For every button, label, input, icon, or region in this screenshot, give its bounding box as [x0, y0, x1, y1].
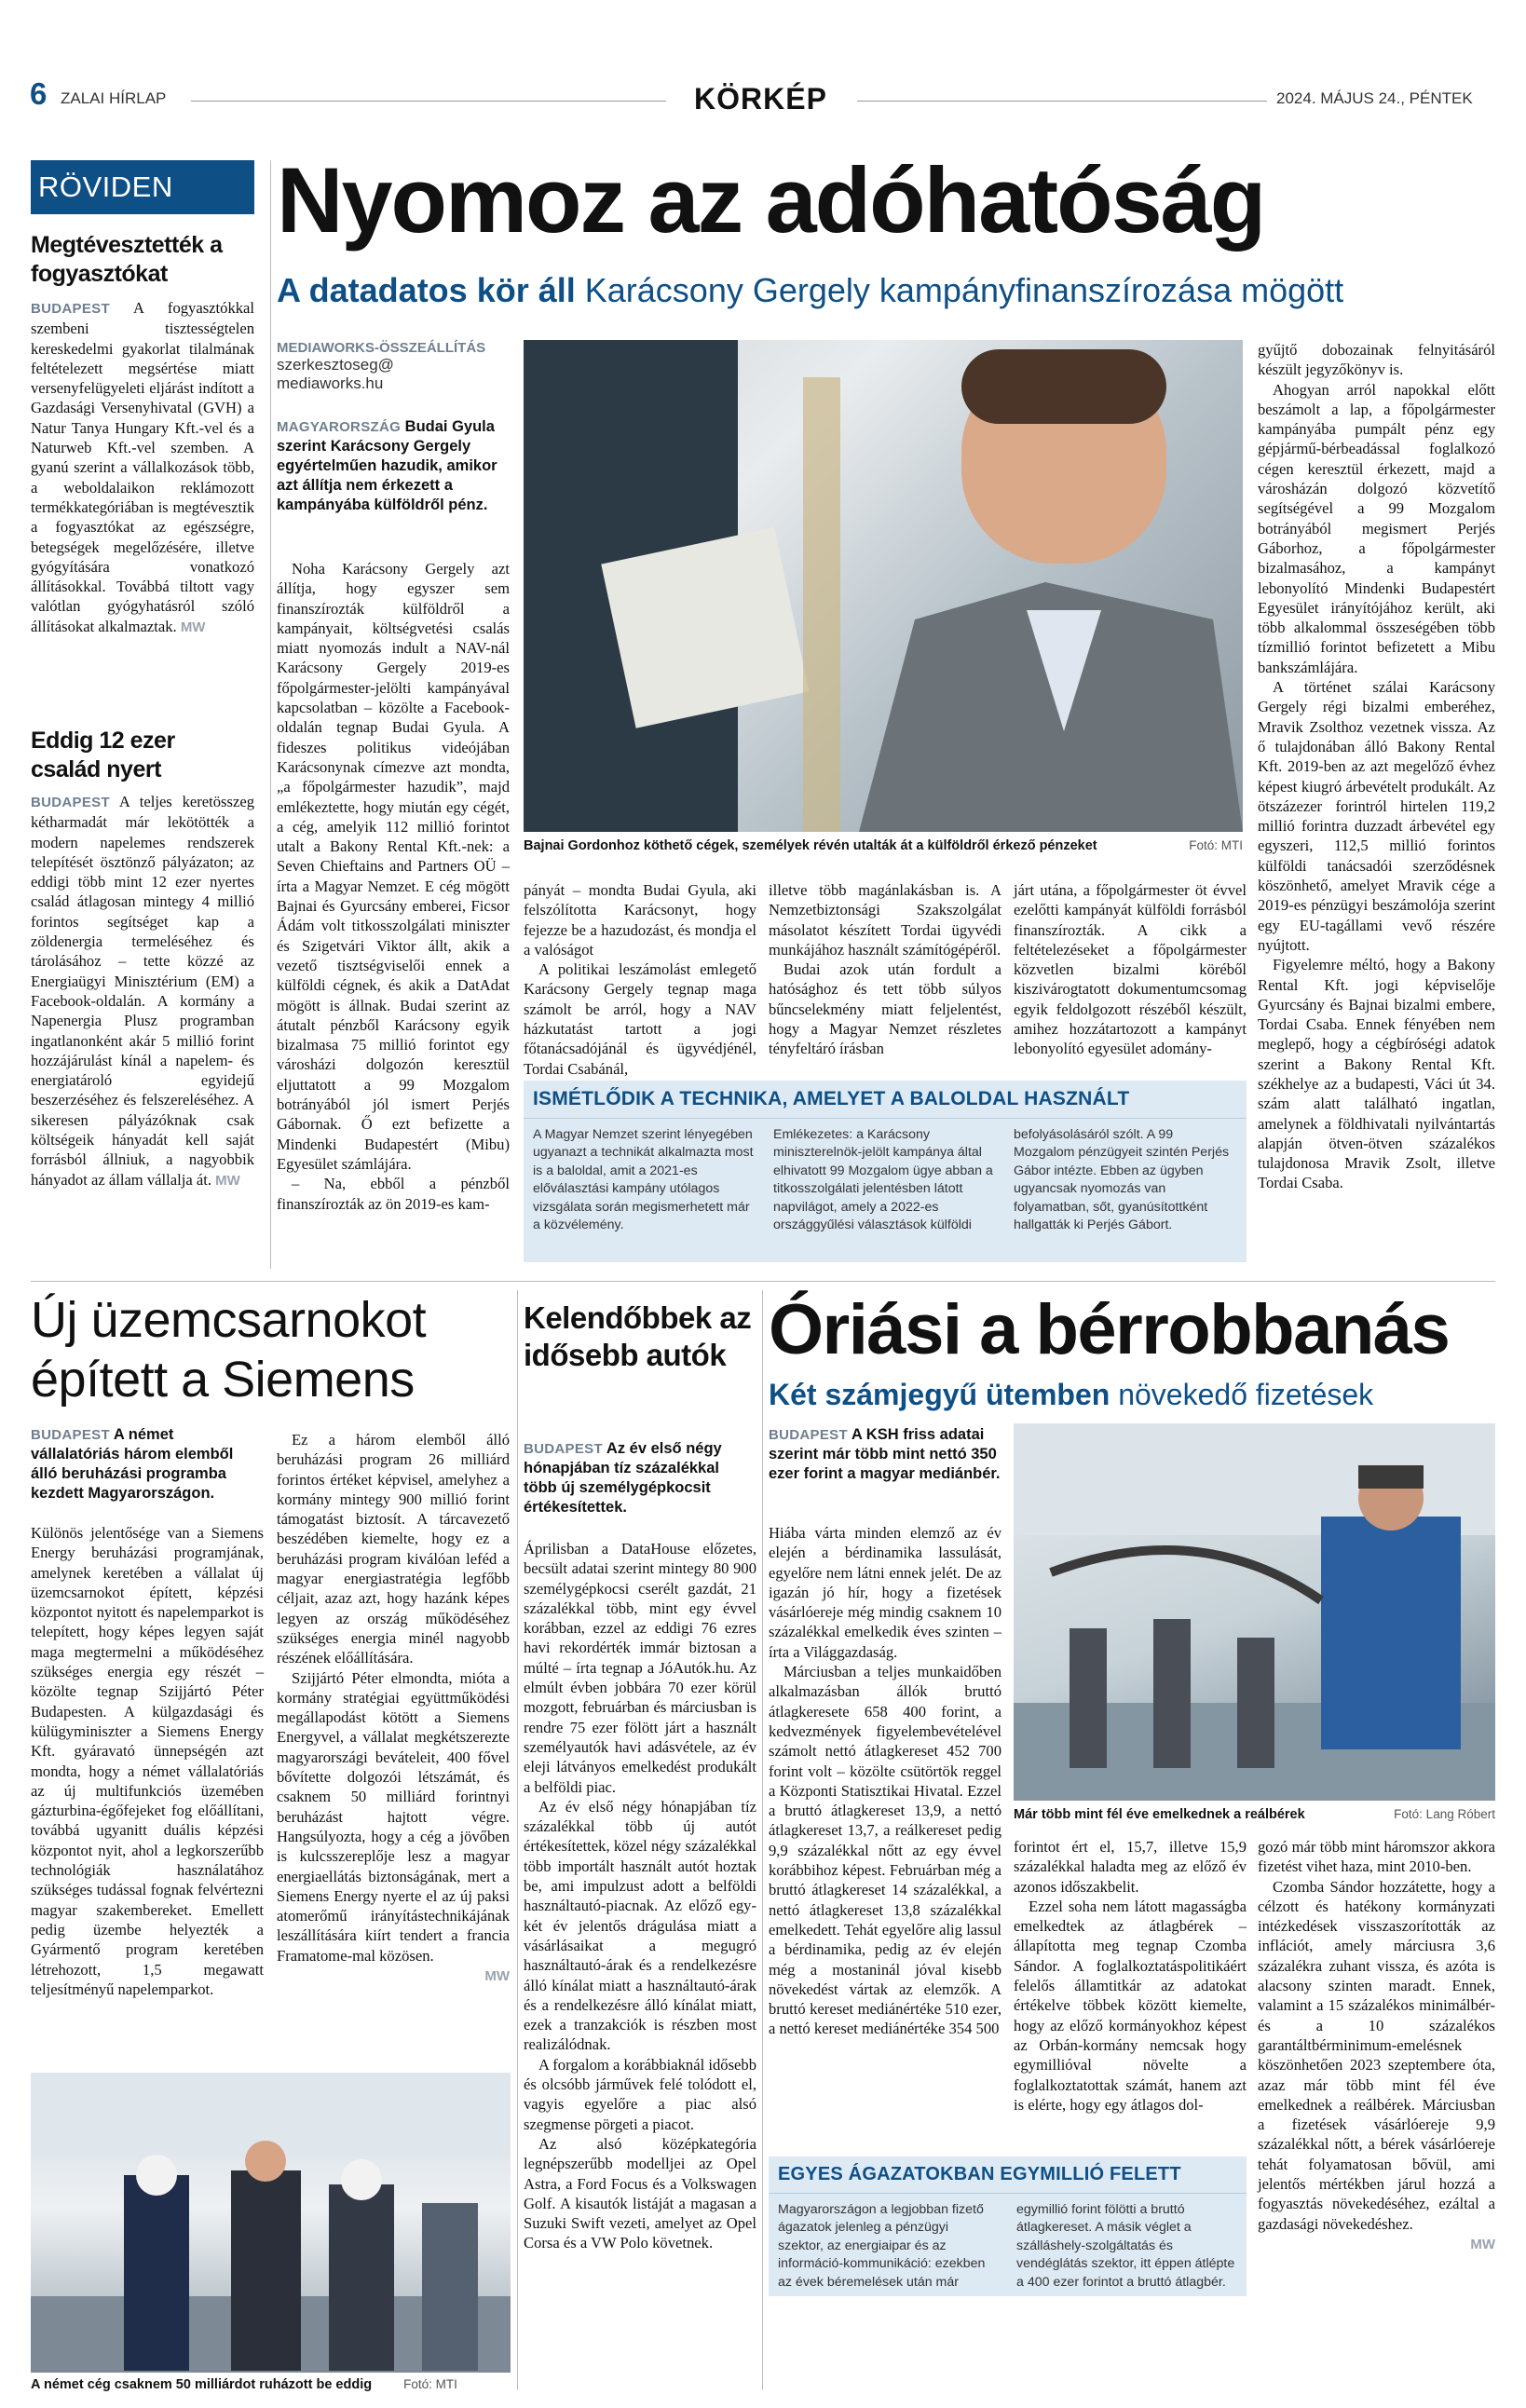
sectors-box-title: EGYES ÁGAZATOKBAN EGYMILLIÓ FELETT: [769, 2156, 1247, 2194]
siemens-col-2-p2: Szijjártó Péter elmondta, mióta a kormány stratégiai együttműködési megállapodást kötött a Siemens Energyvel, a vállalat megkétszerezte magyarországi beváteleit, 400 fővel bővítette dolgozói létszámát, és csaknem 50 milliárd forintnyi beruházást hajtott végre. Hangsúlyozta, hogy a cég a jövőben is kulcsszereplője lesz a magyar energiaellátás biztonságának, mert a Siemens Energy nyerte el az új paksi atomerőmű irányítástechnikájának leszállítására kiírt tendert a francia Framatome-mal közösen.: [277, 1668, 510, 1965]
siemens-lead: [31, 1425, 264, 1503]
wages-subtitle-rest: növekedő fizetések: [1118, 1378, 1374, 1411]
technique-box-body: [524, 1119, 1247, 1257]
wages-photo-credit: Fotó: Lang Róbert: [1394, 1807, 1495, 1821]
wages-col-1-p1: Hiába várta minden elemző az év elején a bérdinamika lassulását, egyelőre nem látni ennek jelét. De az igazán jó hír, hogy a fizetések vásárlóereje még mindig csaknem 10 százalékkal emelkedik éves szinten – írta a Világgazdaság.: [769, 1524, 1001, 1661]
main-col-1: [277, 559, 510, 1214]
siemens-headline-line1: Új üzemcsarnokot: [31, 1292, 427, 1348]
main-col-5-p4: Figyelemre méltó, hogy a Bakony Rental Kft. jogi képviselője Gyurcsány és Bajnai bizalmi embere, Tordai Csaba. Ennek fényében nem meglepő, hogy a cégbíróségi adatok szerint a Bakony Rental Kft. székhelye az a budapesti, Váci út 34. szám alatt található ingatlan, amelynek a földhivatali nyilvántartás alapján ötven-ötven százalékos tulajdonosa Mravik Zsolt, illetve Tordai Csaba.: [1258, 956, 1495, 1192]
main-lead: [277, 417, 510, 515]
siemens-photo: [31, 2073, 511, 2373]
byline: [277, 340, 510, 393]
technique-box-title: ISMÉTLŐDIK A TECHNIKA, AMELYET A BALOLDAL HASZNÁLT: [524, 1081, 1247, 1119]
technique-box: [524, 1081, 1247, 1262]
main-subtitle: [277, 270, 1343, 311]
sidebar-item1-dateline: BUDAPEST: [31, 301, 110, 317]
sidebar-item2-dateline: BUDAPEST: [31, 795, 110, 810]
siemens-dateline: BUDAPEST: [31, 1427, 110, 1443]
main-col-3-p1: illetve több magánlakásban is. A Nemzetbiztonsági Szakszolgálat másolatot készített Tordai ügyvédi munkájához használt számítógépéről.: [769, 881, 1001, 959]
main-photo-caption-text: Bajnai Gordonhoz köthető cégek, személyek révén utalták át a külföldről érkező pénzeket: [524, 838, 1097, 853]
wages-col-2: [1014, 1837, 1247, 2115]
sectors-box-col-1: Magyarországon a legjobban fizető ágazatok jelenleg a pénzügyi szektor, az energiaipar és az információ-kommunikáció: ezekben az évek béremelések után már: [778, 2202, 986, 2290]
issue-date: 2024. MÁJUS 24., PÉNTEK: [1276, 89, 1473, 107]
sectors-box: [769, 2156, 1247, 2296]
cars-body-p2: Az év első négy hónapjában tíz százalékkal több új autót értékesítettek, közel négy százalékkal több importált használt autót hoztak be, ami impulzust adott a belföldi használtautó-piacnak. Az előző egy-két év jelentős drágulása miatt a vásárlásaikat a megugró használtautó-árak és a rendelkezésre álló kínálat miatt a használtautó-árak és a rendelkezésre álló kínálat miatt, ezek a tranzakciók is részben most realizálódnak.: [524, 1797, 756, 2054]
wages-dateline: BUDAPEST: [769, 1427, 848, 1443]
cars-lead: [524, 1439, 756, 1517]
sectors-box-col-2: egymillió forint fölötti a bruttó átlagkereset. A másik véglet a szálláshely-szolgáltatás és vendéglátás szektor, itt éppen átlépte a 400 ezer forintot a bruttó átlagbér.: [1016, 2202, 1235, 2290]
main-col-3-p2: Budai azok után fordult a hatósághoz és tett több súlyos bűncselekmény miatt feljelentést, hogy a Magyar Nemzet részletes tényfeltáró írásban: [769, 960, 1001, 1058]
byline-source: MEDIAWORKS-ÖSSZEÁLLÍTÁS: [277, 340, 486, 356]
main-col-4: [1014, 880, 1247, 1059]
byline-email-1: szerkesztoseg@: [277, 356, 394, 374]
siemens-lead-text: A német vállalatóriás három elemből álló beruházási programba kezdett Magyarországon.: [31, 1426, 234, 1502]
main-headline: Nyomoz az adóhatóság: [277, 148, 1265, 252]
section-divider-horizontal: [31, 1281, 1495, 1282]
sidebar-item1-title: Megtévesztették a fogyasztókat: [31, 232, 223, 287]
sidebar-item1-body: [31, 298, 254, 637]
main-photo-caption: [524, 838, 1243, 853]
byline-email-2: mediaworks.hu: [277, 374, 384, 392]
sidebar-item2-body: [31, 792, 254, 1190]
wages-col-2-p1: forintot ért el, 15,7, illetve 15,9 százalékkal haladta meg az előző év azonos időszakbelit.: [1014, 1838, 1247, 1896]
sidebar-item1-text: A fogyasztókkal szembeni tisztességtelen kereskedelmi gyakorlat tilalmának feltételezett megsértése miatt versenyfelügyeleti eljárást indított a Gazdasági Versenyhivatal (GVH) a Natur Tanya Hungary Kft.-vel és a Naturweb Kft.-vel szemben. A gyanú szerint a vállalkozások több, a weboldalaikon reklámozott termékkategóriában is megtévesztik a fogyasztókat az egészségre, betegségek megelőzésére, illetve gyógyítására vonatkozó állításokkal. Továbbá tiltott vagy valótlan gyógyhatásról szóló állításokat alkalmaztak.: [31, 299, 255, 635]
sectors-box-body: [769, 2194, 1247, 2291]
cars-body-p3: A forgalom a korábbiaknál idősebb és olcsóbb járművek felé tolódott el, vagyis egyelőre a piac alsó szegmense pörgeti a piacot.: [524, 2055, 756, 2133]
wages-photo: [1014, 1423, 1495, 1801]
wages-col-1-p2: Márciusban a teljes munkaidőben alkalmazásban állók bruttó átlagkeresete 658 400 forint, a kedvezmények figyelembevételével számolt nettó átlagkereset 452 700 forint volt – közölte csütörtök reggel a Központi Statisztikai Hivatal. Ezzel a bruttó átlagkereset 13,9, a nettó átlagkereset 13,7, a reálkereset pedig 9,9 százalékkal nőtt az egy évvel korábbihoz képest. Februárban még a bruttó átlagkereset 14 százalékkal, a nettó átlagkereset 13,8 százalékkal emelkedett. Tehát egyelőre alig lassul a bérdinamika, pedig az év elején még a mostaninál jóval kisebb növekedést vártak az elemzők. A bruttó kereset mediánértéke 510 ezer, a nettó kereset mediánértéke 354 500: [769, 1663, 1001, 2038]
siemens-col-1: [31, 1523, 264, 1999]
header-rule-left: [191, 101, 666, 102]
wages-subtitle: [769, 1377, 1373, 1412]
main-col-5-p3: A történet szálai Karácsony Gergely régi bizalmi emberéhez, Mravik Zsolthoz vezetnek vissza. Az ő tulajdonában álló Bakony Rental Kft. 2019-ben az azt megelőző évhez képest kiugró árbevételt produkált. Az ötszázezer forintról hirtelen 119,2 millió forintra duzzadt árbevétel egy egyszeri, 112,5 millió forintos külföldi tanácsadói szerződésnek köszönhető, amelyet Mravik cége a 2019-es pénzügyi beszámolója szerint egy EU-tagállami vevő részére nyújtott.: [1258, 678, 1495, 954]
wages-col-3: [1258, 1837, 1495, 2254]
sidebar-divider: [270, 160, 271, 1269]
cars-body-p4: Az alsó középkategória legnépszerűbb modelljei az Opel Astra, a Ford Focus és a Volkswagen Golf. A kisautók listáját a magasan a Suzuki Swift vezeti, amelyet az Opel Corsa és a VW Polo követnek.: [524, 2134, 756, 2252]
sidebar-item2-sign: MW: [215, 1172, 240, 1189]
main-col-1-p2: – Na, ebből a pénzből finanszírozták az ön 2019-es kam-: [277, 1175, 510, 1213]
siemens-photo-illustration: [31, 2073, 511, 2373]
siemens-photo-caption: [31, 2377, 511, 2392]
cars-body: [524, 1539, 756, 2253]
wages-lead-text: A KSH friss adatai szerint már több mint nettó 350 ezer forint a magyar mediánbér.: [769, 1426, 1001, 1482]
main-col-4-p1: járt utána, a főpolgármester öt évvel ezelőtti kampányát külföldi forrásból finanszírozták. A cikk a feltételezéseket a főpolgármester közvetlen bizalmi köréből kiszivárogtatott dokumentumcsomag egyik feldolgozott részéből készült, amihez hozzátartozott a kampányt lebonyolító egyesület adomány-: [1014, 881, 1247, 1058]
header-rule-right: [857, 101, 1267, 102]
main-col-5-p1: gyűjtő dobozainak felnyitásáról készült jegyzőkönyv is.: [1258, 341, 1495, 379]
main-col-5: [1258, 340, 1495, 1193]
cars-dateline: BUDAPEST: [524, 1441, 603, 1457]
main-subtitle-bold: A datadatos kör áll: [277, 271, 576, 309]
technique-box-col-1: A Magyar Nemzet szerint lényegében ugyanazt a technikát alkalmazta most is a baloldal, amit a 2021-es előválasztási kampány utólagos vizsgálata során megismerhetett már a közvélemény.: [533, 1127, 754, 1233]
wages-headline: Óriási a bérrobbanás: [769, 1290, 1450, 1369]
page-number: 6: [30, 76, 48, 111]
cars-lead-text: Az év első négy hónapjában tíz százalékkal több új személygépkocsit értékesítettek.: [524, 1440, 722, 1516]
sidebar-item2-title: Eddig 12 ezer család nyert: [31, 728, 175, 782]
main-col-5-p2: Ahogyan arról napokkal előtt beszámolt a lap, a főpolgármester kampányába pumpált pénz egy gépjármű-bérbeadással foglalkozó cégen keresztül érkezett, majd a városházán dolgozó közvetítő segítségével a 99 Mozgalom botrányából megismert Perjés Gáborhoz, a főpolgármester bizalmasához, a kampányt lebonyolító Mindenki Budapestért Egyesület irányítójához került, aki több alkalommal összeségében több tízmillió forintot befizetett a Mibu bankszámlájára.: [1258, 380, 1495, 676]
wages-photo-caption-text: Már több mint fél éve emelkednek a reálbérek: [1014, 1807, 1305, 1822]
wages-col-3-p1: gozó már több mint háromszor akkora fizetést vihet haza, mint 2010-ben.: [1258, 1838, 1495, 1876]
main-photo-credit: Fotó: MTI: [1189, 838, 1243, 852]
wages-col-2-p2: Ezzel soha nem látott magasságba emelkedtek az átlagbérek – állapította meg tegnap Czomba Sándor. A foglalkoztatáspolitikáért felelős államtitkár az adatokat értékelve többek között kiemelte, hogy az előző kormányokhoz képest az Orbán-kormány nemcsak hogy egymillióval növelte a foglalkoztatottak számát, hanem azt is elérte, hogy egy átlagos dol-: [1014, 1897, 1247, 2114]
wages-col-3-p2: Czomba Sándor hozzátette, hogy a célzott és hatékony kormányzati intézkedések visszaszorították az inflációt, amely márciusra 3,6 százalékra zuhant vissza, és azóta is alacsony szinten maradt. Ennek, valamint a 15 százalékos minimálbér- és a 10 százalékos garantáltbérminimum-emelésnek köszönhetően 2023 szeptembere óta, azaz már több mint fél éve emelkednek a reálbérek. Márciusban a fizetések vásárlóereje 9,9 százalékkal nőtt, a bérek vásárlóereje tehát folyamatosan bővül, ami jelentős mértékben járul hozzá a fogyasztás növekedéséhez, ezáltal a gazdasági növekedéshez.: [1258, 1877, 1495, 2233]
technique-box-col-2: Emlékezetes: a Karácsony miniszterelnök-jelölt kampánya által elhivatott 99 Mozgalom ügye abban a titkosszolgálati jelentésben látott napvilágot, amely a 2022-es országgyűlési választások külföldi: [773, 1127, 993, 1233]
siemens-col-2: [277, 1430, 510, 1986]
main-photo-illustration: [524, 340, 1243, 832]
wages-subtitle-bold: Két számjegyű ütemben: [769, 1378, 1110, 1411]
siemens-divider: [517, 1290, 518, 2389]
siemens-col-2-p1: Ez a három elemből álló beruházási program 26 milliárd forintos értéket képvisel, amelyhez a kormány mintegy 900 millió forint támogatást biztosít. A tárcavezető beszédében kiemelte, hogy ez a beruházási program kiválóan leféd a magyar energiastratégia legfőbb céljait, azaz azt, hogy hazánk képes legyen az ország működéséhez szükséges energia minél nagyobb részének előállítására.: [277, 1431, 510, 1667]
siemens-col-1-p1: Különös jelentősége van a Siemens Energy beruházási programjának, amelynek keretében a vállalat új üzemcsarnokot épített, képzési központot nyitott és napelemparkot is telepített, hogy képes legyen saját maga megtermelni a működéséhez szükséges energia egy részét – közölte tegnap Szijjártó Péter Budapesten. A külgazdasági és külügyminiszter a Siemens Energy Kft. gyáravató ünnepségén azt mondta, hogy a német vállalatóriás az új multifunkciós üzemében gázturbina-égőfejeket fog előállítani, továbbá ugyanitt duális képzési központot nyit, ahol a legkorszerűbb technológiák használatához szükséges tudással fognak felvértezni magyar szakembereket. Emellett pedig üzembe helyezték a Gyármentő program keretében létrehozott, 1,5 megawatt teljesítményű napelemparkot.: [31, 1524, 264, 1998]
main-col-2: [524, 880, 756, 1079]
main-lead-text: Budai Gyula szerint Karácsony Gergely egyértelműen hazudik, amikor azt állítja nem érkezett a kampányába külföldről pénz.: [277, 418, 497, 513]
main-col-1-p1: Noha Karácsony Gergely azt állítja, hogy egyszer sem finanszírozták külföldről a kampányait, költségvetési csalás miatt nyomozás indult a NAV-nál Karácsony Gergely 2019-es főpolgármester-jelölti kampányával kapcsolatban – közölte a Facebook-oldalán tegnap Budai Gyula. A fideszes politikus videójában Karácsonynak címezve azt mondta, „a főpolgármester hazudik”, majd emlékeztette, hogy miután egy cégét, a cég, amelyik 112 millió forintot utalt a Bakony Rental Kft.-nek: a Seven Chieftains and Partners OÜ – írta a Magyar Nemzet. E cég mögött Bajnai és Gyurcsány emberei, Ficsor Ádám volt titkosszolgálati miniszter és Szigetvári Viktor állt, akik a vezető tisztségviselői ennek a külföldi cégnek, és akik a DatAdat mögött is állnak. Budai szerint az átutalt pénzből Karácsony egyik bizalmasa 75 millió forintot egy városházi dolgozón keresztül eljuttatott a 99 Mozgalom botrányából jól ismert Perjés Gábornak. Ő ezt befizette a Mindenki Budapestért (Mibu) Egyesület számlájára.: [277, 560, 510, 1173]
main-col-2-p1: pányát – mondta Budai Gyula, aki felszólította Karácsonyt, hogy fejezze be a hazudozást, és mondja el a valóságot: [524, 881, 756, 959]
siemens-sign-wrap: [277, 1966, 510, 1986]
main-subtitle-rest: Karácsony Gergely kampányfinanszírozása mögött: [584, 271, 1344, 309]
section-title: KÖRKÉP: [694, 82, 827, 116]
wages-lead: [769, 1425, 1001, 1484]
sidebar-label: RÖVIDEN: [31, 160, 254, 214]
sidebar-item1-sign: MW: [180, 619, 206, 635]
main-dateline: MAGYARORSZÁG: [277, 419, 402, 435]
wages-photo-illustration: [1014, 1423, 1495, 1801]
siemens-headline: [31, 1290, 515, 1409]
cars-headline: Kelendőbbek az idősebb autók: [524, 1300, 752, 1372]
cars-body-p1: Áprilisban a DataHouse előzetes, becsült adatai szerint mintegy 80 900 személygépkocsi cserélt gazdát, 21 százalékkal több, mint egy évvel korábban, ezzel az eddigi 76 ezres havi rekordérték immár biztosan a múlté – írta tegnap a JóAutók.hu. Az elmúlt évben jobbára 70 ezer körül mozgott, februárban és márciusban is rendre 75 ezer fölött járt a használt személyautók havi adásvétele, az év eleji látványos emelkedést produkált a belföldi piac.: [524, 1540, 756, 1796]
sidebar-item2-text: A teljes keretösszeg kétharmadát már lekötötték a modern napelemes rendszerek telepítését ösztönző pályázaton; az eddigi több mint 12 ezer nyertes család átlagosan mintegy 4 millió forintos segítséget kap a zöldenergia termeléséhez és tárolásához – tette közzé az Energiaügyi Minisztérium (EM) a Facebook-oldalán. A kormány a Napenergia Plusz programban ingatlanonként akár 5 millió forint hozzájárulást kínál a napelem- és energiatároló egyidejű beszerzéséhez és felszereléséhez. A sikeresen pályázóknak csak költségeik hányadát kell saját forrásból állniuk, a nagyobbik hányadot az állam vállalja át.: [31, 793, 254, 1189]
wages-sign: MW: [1470, 2236, 1495, 2252]
siemens-headline-line2: épített a Siemens: [31, 1352, 415, 1408]
siemens-photo-credit: Fotó: MTI: [403, 2377, 457, 2391]
wages-col-1: [769, 1523, 1001, 2039]
main-col-2-p2: A politikai leszámolást emlegető Karácsony Gergely tegnap maga számolt be arról, hogy a NAV házkutatást tartott a jogi főtanácsadójánál és ügyvédjénél, Tordai Csabánál,: [524, 960, 756, 1078]
main-photo: [524, 340, 1243, 832]
technique-box-col-3: befolyásolásáról szólt. A 99 Mozgalom pénzügyeit szintén Perjés Gábor intézte. Ebben az ügyben ugyancsak nyomozás van folyamatban, sőt, gyanúsítottként hallgatták ki Perjés Gábort.: [1014, 1127, 1230, 1233]
cars-divider: [762, 1290, 763, 2389]
siemens-sign: MW: [484, 1968, 510, 1985]
wages-sign-wrap: [1258, 2234, 1495, 2254]
main-col-3: [769, 880, 1001, 1059]
wages-photo-caption: [1014, 1807, 1495, 1822]
siemens-photo-caption-text: A német cég csaknem 50 milliárdot ruházott be eddig: [31, 2377, 373, 2392]
publication-name: ZALAI HÍRLAP: [61, 89, 167, 107]
